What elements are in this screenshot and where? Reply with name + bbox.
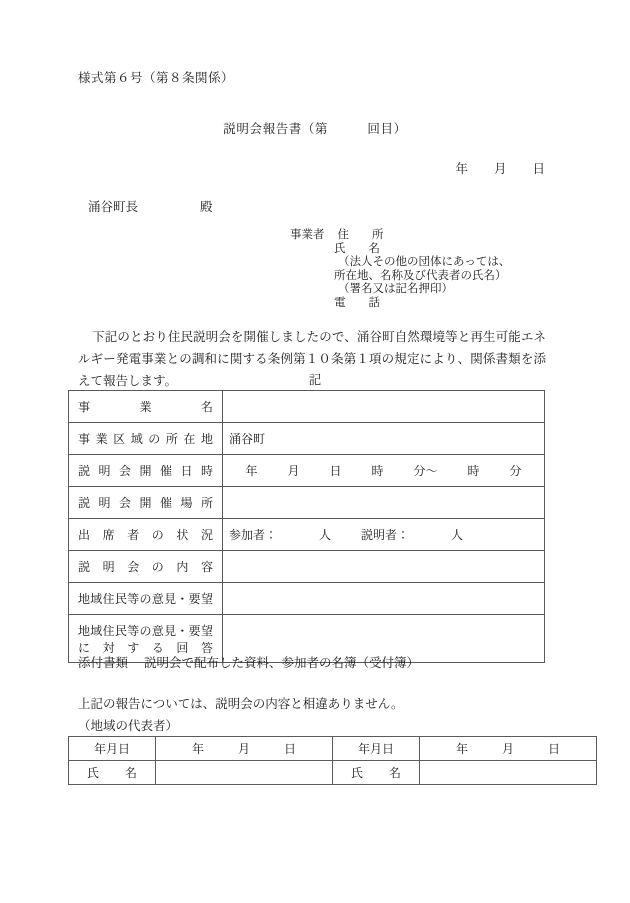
attendee-count-unit: 人 (319, 528, 332, 542)
dt-hour-end: 時 (467, 464, 480, 478)
dt-minute-end: 分 (509, 464, 522, 478)
table-row (69, 737, 597, 761)
page-title: 説明会報告書（第 回目） (223, 122, 407, 136)
row-label-resident-opinions: 地域住民等の意見・要望 (69, 583, 223, 615)
table-row (69, 519, 545, 551)
opinion-responses-line2: に対する回答 (78, 640, 213, 655)
form-number: 様式第６号（第８条関係） (78, 71, 235, 85)
table-row (69, 583, 545, 615)
date-day: 日 (532, 162, 545, 176)
row-label-business-area: 事業区域の所在地 (69, 423, 223, 455)
sign-label-date-left: 年月日 (69, 737, 156, 761)
table-row (69, 761, 597, 785)
representative-label: （地域の代表者） (78, 719, 179, 733)
row-value-meeting-venue[interactable] (223, 487, 545, 519)
row-value-meeting-datetime[interactable] (223, 455, 545, 487)
operator-name-label: 氏 名 (334, 242, 380, 255)
sign-right-month: 月 (501, 742, 514, 756)
row-value-business-name[interactable] (223, 391, 545, 423)
attachment-line (78, 653, 419, 671)
operator-corp-note-1: （法人その他の団体にあっては、 (338, 256, 511, 269)
sign-left-year: 年 (191, 742, 204, 756)
body-paragraph-text: 下記のとおり住民説明会を開催しましたので、涌谷町自然環境等と再生可能エネルギー発電事業との調和に関する条例第１０条第１項の規定により、関係書類を添えて報告します。 (78, 330, 546, 388)
date-year: 年 (455, 162, 468, 176)
sign-value-date-left[interactable] (156, 737, 333, 761)
attendee-count-label: 参加者： (229, 528, 278, 542)
opinion-responses-line1: 地域住民等の意見・要望 (78, 623, 213, 638)
sign-label-name-left: 氏名 (69, 761, 156, 785)
sign-right-day: 日 (548, 742, 561, 756)
presenter-count-unit: 人 (451, 528, 464, 542)
operator-seal-note: （署名又は記名押印） (338, 283, 453, 296)
table-row (69, 487, 545, 519)
representative-signature-table (68, 736, 597, 785)
sign-label-name-right: 氏名 (333, 761, 420, 785)
addressee-recipient: 涌谷町長 (88, 200, 139, 214)
row-label-business-name: 事業名 (69, 391, 223, 423)
sign-value-name-left[interactable] (156, 761, 333, 785)
sign-left-day: 日 (284, 742, 297, 756)
date-line (0, 159, 545, 177)
operator-phone-label: 電 話 (334, 296, 380, 309)
row-value-attendance[interactable] (223, 519, 545, 551)
sign-right-year: 年 (455, 742, 468, 756)
table-row (69, 423, 545, 455)
operator-address-line (290, 229, 510, 243)
operator-prefix: 事業者 (290, 229, 325, 241)
row-label-meeting-content: 説明会の内容 (69, 551, 223, 583)
row-label-meeting-venue: 説明会開催場所 (69, 487, 223, 519)
dt-year: 年 (245, 464, 258, 478)
attachment-text: 説明会で配布した資料、参加者の名簿（受付簿） (144, 656, 420, 670)
row-value-meeting-content[interactable] (223, 551, 545, 583)
sign-value-name-right[interactable] (420, 761, 597, 785)
dt-minute-start: 分～ (413, 464, 438, 478)
addressee-line (88, 197, 213, 215)
report-detail-table (68, 390, 545, 663)
date-month: 月 (493, 162, 507, 176)
dt-hour-start: 時 (371, 464, 384, 478)
presenter-count-label: 説明者： (361, 528, 410, 542)
row-label-attendance: 出席者の状況 (69, 519, 223, 551)
table-row (69, 455, 545, 487)
attachment-label: 添付書類 (78, 656, 129, 670)
operator-corp-note-2: 所在地、名称及び代表者の氏名） (334, 269, 507, 282)
row-label-meeting-datetime: 説明会開催日時 (69, 455, 223, 487)
row-value-business-area[interactable]: 涌谷町 (223, 423, 545, 455)
dt-month: 月 (287, 464, 300, 478)
sign-label-date-right: 年月日 (333, 737, 420, 761)
confirmation-statement: 上記の報告については、説明会の内容と相違ありません。 (78, 697, 404, 711)
operator-block (290, 229, 510, 311)
addressee-honorific: 殿 (200, 200, 213, 214)
dt-day: 日 (329, 464, 342, 478)
sign-value-date-right[interactable] (420, 737, 597, 761)
ki-marker: 記 (308, 373, 322, 387)
table-row (69, 551, 545, 583)
operator-address-label: 住 所 (337, 229, 384, 241)
sign-left-month: 月 (237, 742, 250, 756)
row-value-resident-opinions[interactable] (223, 583, 545, 615)
table-row (69, 391, 545, 423)
